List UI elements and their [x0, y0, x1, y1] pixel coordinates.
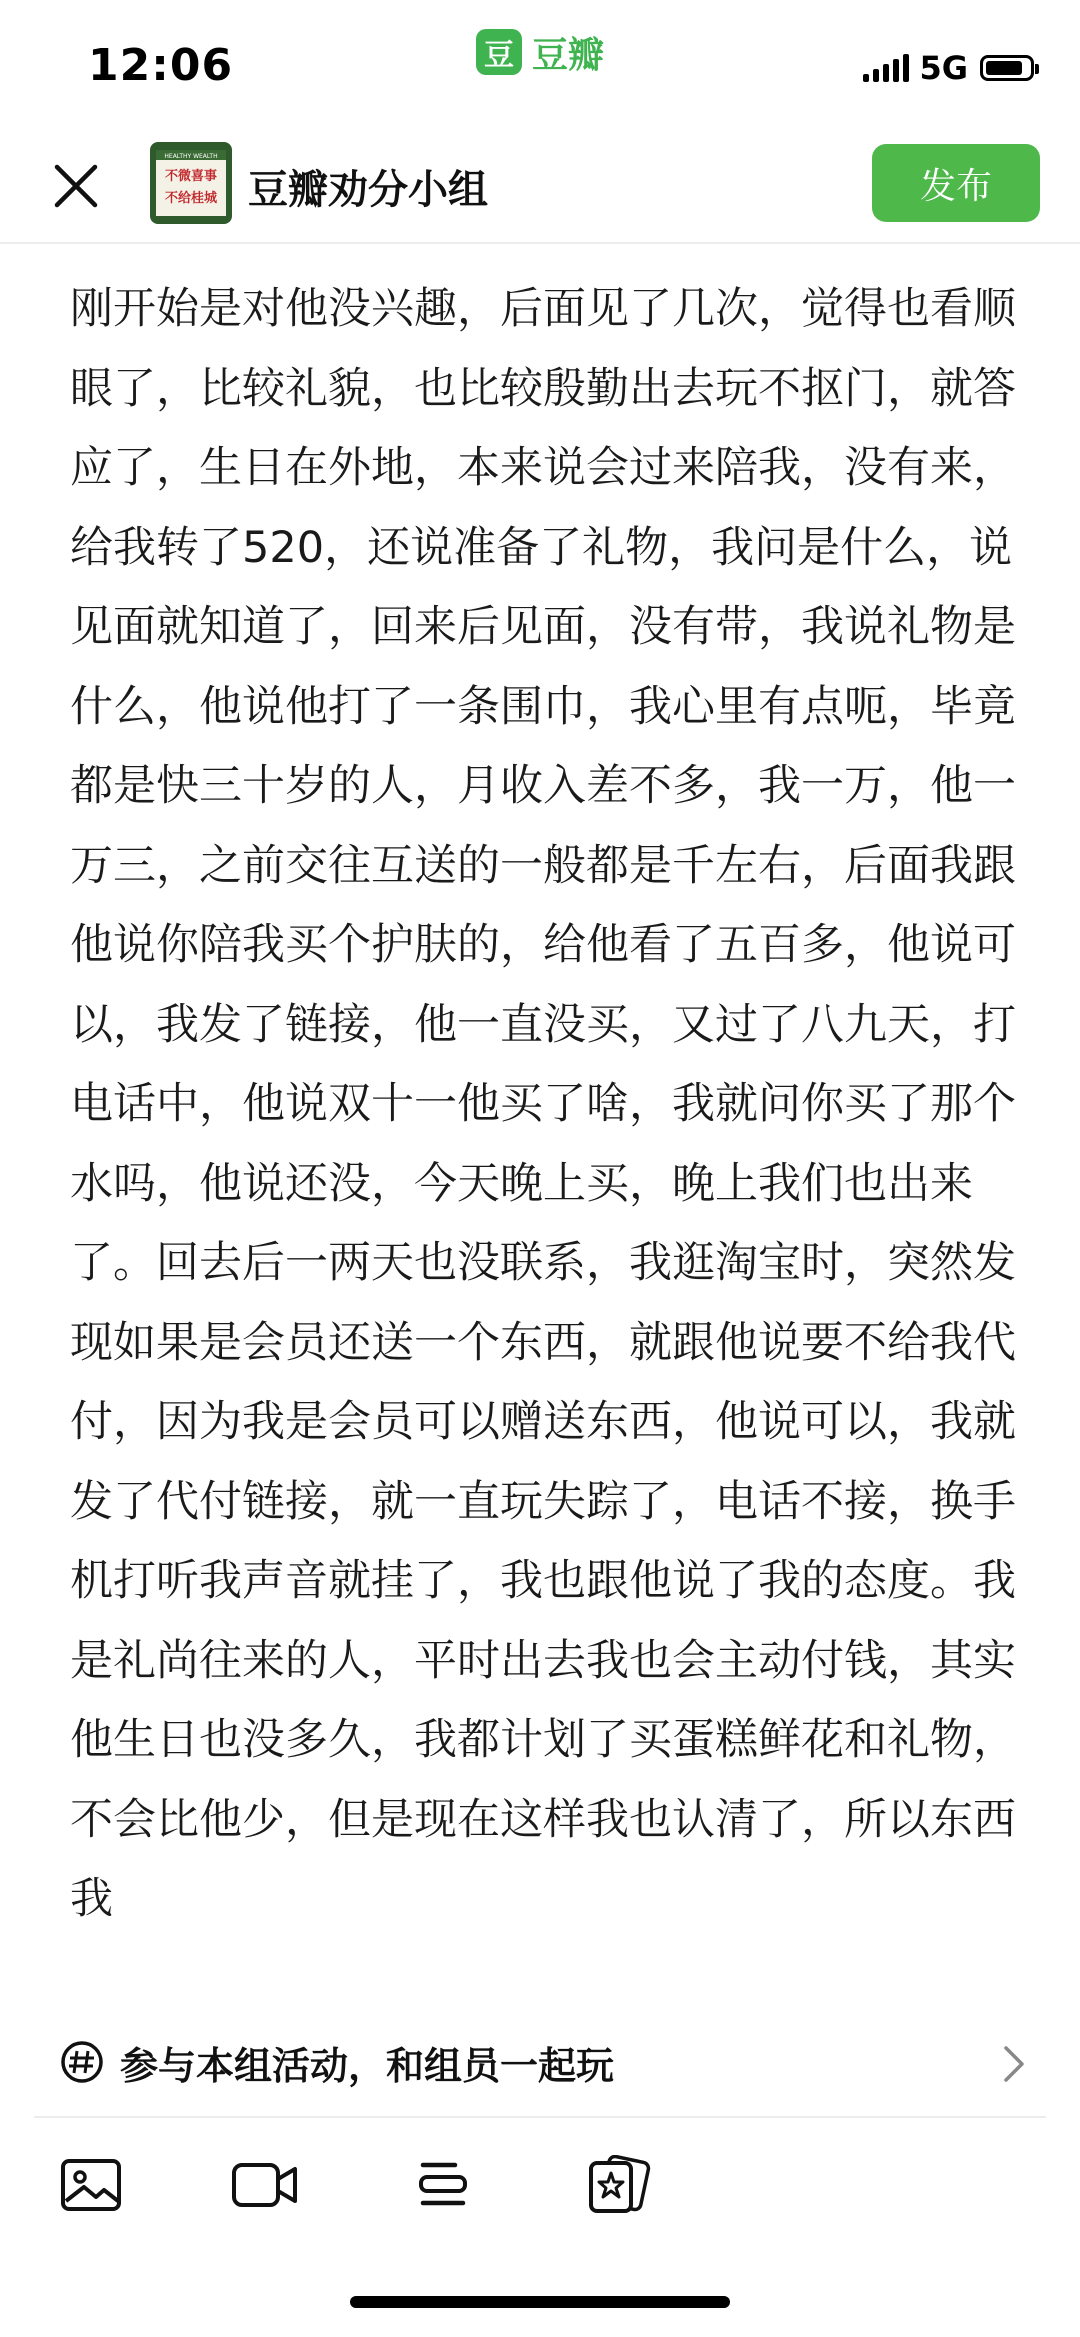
editor-toolbar [0, 2130, 1080, 2240]
status-time: 12:06 [88, 40, 234, 91]
insert-video-button[interactable] [230, 2152, 300, 2218]
activity-label: 参与本组活动，和组员一起玩 [120, 2043, 615, 2088]
group-activity-row[interactable] [34, 2008, 1046, 2118]
battery-icon [980, 55, 1034, 81]
network-type: 5G [919, 49, 968, 87]
video-icon [231, 2160, 299, 2210]
group-avatar[interactable] [150, 142, 232, 224]
status-bar [0, 0, 1080, 130]
close-button[interactable] [44, 154, 108, 218]
hashtag-icon [60, 2040, 104, 2084]
top-nav-bar [0, 130, 1080, 244]
app-brand [476, 28, 604, 76]
post-body-editor[interactable] [70, 270, 1020, 2005]
signal-bars-icon [863, 54, 909, 82]
svg-text:HEALTHY WEALTH: HEALTHY WEALTH [164, 153, 218, 160]
close-icon [53, 163, 99, 209]
home-indicator [350, 2296, 730, 2308]
brand-name: 豆瓣 [532, 34, 605, 76]
format-icon [415, 2157, 471, 2213]
chevron-right-icon [996, 2044, 1032, 2084]
insert-image-button[interactable] [56, 2152, 126, 2218]
group-avatar-image [150, 142, 232, 224]
post-body-text: 刚开始是对他没兴趣，后面见了几次，觉得也看顺眼了，比较礼貌，也比较殷勤出去玩不抠门，就答应了，生日在外地，本来说会过来陪我，没有来，给我转了520，还说准备了礼物，我问是什么，说见面就知道了，回来后见面，没有带，我说礼物是什么，他说他打了一条围巾，我心里有点呃，毕竟都是快三十岁的人，月收入差不多，我一万，他一万三，之前交往互送的一般都是千左右，后面我跟他说你陪我买个护肤的，给他看了五百多，他说可以，我发了链接，他一直没买，又过了八九天，打电话中，他说双十一他买了啥，我就问你买了那个水吗，他说还没，今天晚上买，晚上我们也出来了。回去后一两天也没联系，我逛淘宝时，突然发现如果是会员还送一个东西，就跟他说要不给我代付，因为我是会员可以赠送东西，他说可以，我就发了代付链接，就一直玩失踪了，电话不接，换手机打听我声音就挂了，我也跟他说了我的态度。我是礼尚往来的人，平时出去我也会主动付钱，其实他生日也没多久，我都计划了买蛋糕鲜花和礼物，不会比他少，但是现在这样我也认清了，所以东西我 [70, 284, 1016, 1924]
svg-text:不给桂城: 不给桂城 [164, 191, 218, 206]
text-format-button[interactable] [408, 2152, 478, 2218]
douban-logo-icon: 豆 [476, 29, 522, 75]
sticker-icon [587, 2155, 651, 2215]
publish-button[interactable]: 发布 [872, 144, 1040, 222]
image-icon [60, 2157, 122, 2213]
status-indicators [863, 48, 1034, 88]
group-title[interactable]: 豆瓣劝分小组 [248, 167, 488, 213]
insert-sticker-button[interactable] [584, 2152, 654, 2218]
svg-text:不微喜事: 不微喜事 [164, 169, 218, 184]
